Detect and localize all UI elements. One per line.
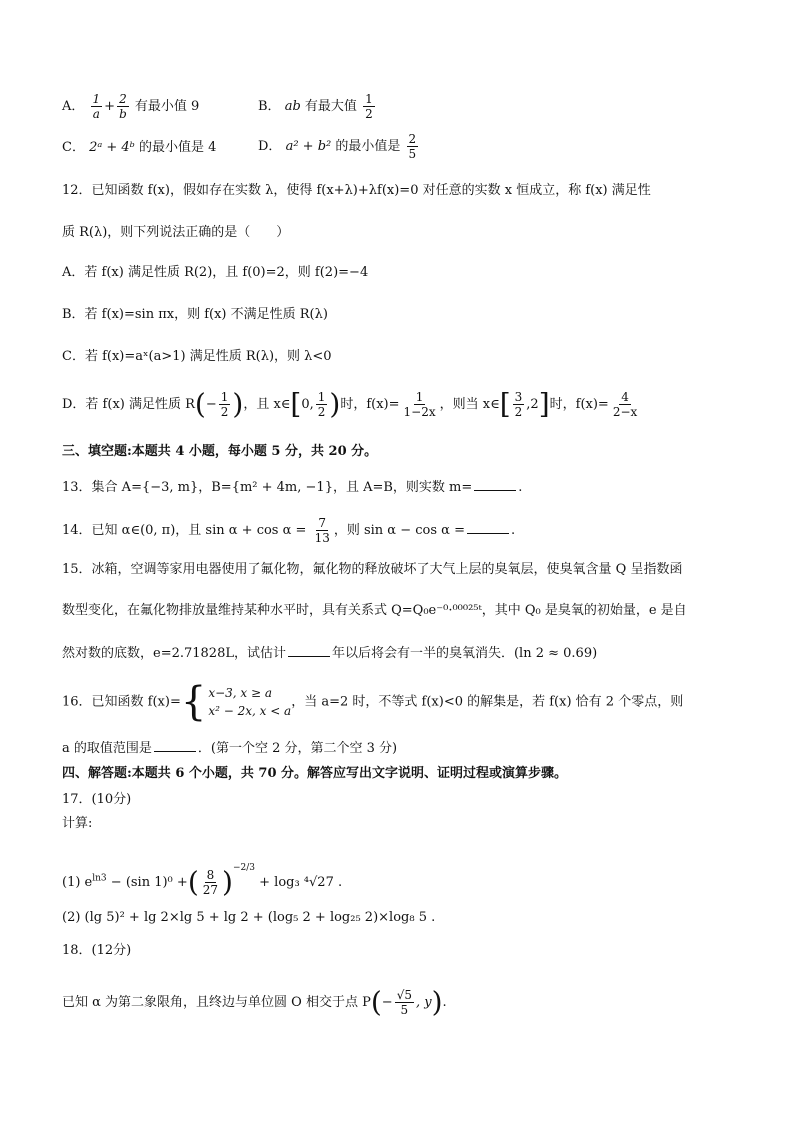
numerator: 2 [119, 92, 127, 106]
q14 [62, 516, 515, 545]
question-text: . [518, 480, 523, 495]
expr: , y [415, 995, 432, 1010]
q17-instruction: 计算: [62, 816, 93, 831]
denominator: 2 [220, 405, 229, 419]
paren: ) [329, 387, 341, 421]
question-text: a 的取值范围是 [62, 741, 152, 756]
numerator: 3 [514, 390, 523, 404]
numerator: √5 [396, 988, 412, 1002]
paren: ) [232, 387, 244, 421]
q11-option-b [258, 92, 377, 121]
q12-stem-line2: 质 R(λ)，则下列说法正确的是（ ） [62, 225, 290, 240]
answer-blank [467, 521, 509, 534]
option-text: 时，f(x)= [549, 397, 609, 412]
q17-part1 [62, 860, 342, 897]
fraction [395, 988, 414, 1017]
numerator: 2 [408, 132, 417, 146]
fraction [611, 390, 639, 419]
math-expr: 2ᵃ + 4ᵇ [89, 140, 135, 155]
q16-line2 [62, 739, 397, 757]
numerator: 1 [92, 92, 101, 106]
expr: + log₃ ⁴√27 . [255, 875, 343, 890]
fraction [316, 390, 328, 419]
option-text: 有最小值 9 [134, 99, 200, 114]
option-label: A． [62, 99, 85, 114]
question-text: ．(第一个空 2 分，第二个空 3 分) [197, 741, 398, 756]
numerator: 1 [317, 390, 326, 404]
option-label: D． [258, 139, 282, 154]
numerator: 1 [415, 390, 424, 404]
q12-option-c: C．若 f(x)=aˣ(a>1) 满足性质 R(λ)，则 λ<0 [62, 349, 332, 364]
denominator: 2−x [612, 405, 638, 419]
question-text: . [442, 995, 447, 1010]
math-expr: a² + b² [285, 139, 332, 154]
denominator: 2 [514, 405, 523, 419]
expr: (1) e [62, 875, 93, 890]
bracket: [ [290, 387, 302, 421]
fraction [201, 868, 220, 897]
q12-stem-line1: 12．已知函数 f(x)，假如存在实数 λ，使得 f(x+λ)+λf(x)=0 对任意的实数 x 恒成立，称 f(x) 满足性 [62, 183, 651, 198]
question-text: . [510, 523, 516, 538]
numerator: 1 [365, 92, 373, 106]
fraction [402, 390, 438, 419]
paren: ( [194, 387, 206, 421]
question-text: ，当 a=2 时，不等式 f(x)<0 的解集是，若 f(x) 恰有 2 个零点，则 [291, 694, 684, 710]
question-text: 14．已知 α∈(0, π)，且 sin α + cos α = [62, 523, 307, 538]
option-text: 时，f(x)= [340, 397, 400, 412]
numerator: 8 [206, 868, 215, 882]
option-text: 的最小值是 4 [139, 140, 217, 155]
brace: { [180, 679, 207, 725]
q18-title: 18．(12分) [62, 943, 132, 958]
denominator: b [119, 107, 127, 121]
interval-start: 0, [301, 397, 314, 412]
denominator: 27 [202, 883, 219, 897]
numerator: 7 [318, 516, 327, 530]
q15-line3 [62, 644, 597, 662]
bracket: ] [538, 387, 550, 421]
piecewise-case: x−3, x ≥ a [208, 686, 273, 700]
denominator: a [92, 107, 100, 121]
question-text: 13．集合 A={−3, m}，B={m² + 4m, −1}，且 A=B，则实数 m= [62, 480, 473, 495]
option-text: ，则当 x∈ [439, 397, 500, 412]
exponent: −2/3 [232, 863, 255, 873]
section-4-heading: 四、解答题:本题共 6 个小题，共 70 分。解答应写出文字说明、证明过程或演算步骤。 [62, 766, 568, 781]
option-text: 的最小值是 [335, 139, 401, 154]
paren: ( [370, 985, 382, 1019]
fraction [363, 92, 375, 121]
exponent: ln3 [92, 873, 107, 884]
option-text: D．若 f(x) 满足性质 R [62, 397, 195, 412]
option-label: C． [62, 140, 85, 155]
q12-option-d: D．若 f(x) 满足性质 R(− $\frac{1}{2}$ )，且 x∈[0, $\frac{1}{2}$ )时，f(x)= $\frac{1}{1-2x}$ ，则当 x∈[ $\frac{3}{2}$ ,2]时，f(x)= $\frac{4}{2-x}$ [62, 387, 638, 421]
question-text: 年以后将会有一半的臭氧消失．(ln 2 ≈ 0.69) [331, 646, 598, 661]
option-text: 有最大值 [304, 99, 357, 114]
expr: − (sin 1)⁰ + [106, 875, 188, 890]
question-text: 已知 α 为第二象限角，且终边与单位圆 O 相交于点 P [62, 995, 371, 1010]
answer-blank [288, 644, 330, 657]
denominator: 2 [317, 405, 326, 419]
question-text: 16．已知函数 f(x)= [62, 694, 181, 710]
denominator: 1−2x [403, 405, 436, 419]
denominator: 5 [400, 1003, 409, 1017]
denominator: 5 [408, 147, 417, 161]
fraction [313, 516, 332, 545]
numerator: 1 [220, 390, 229, 404]
denominator: 2 [365, 107, 373, 121]
q16-line1 [62, 679, 684, 725]
paren: ) [431, 985, 443, 1019]
q15-line1: 15．冰箱，空调等家用电器使用了氟化物，氟化物的释放破坏了大气上层的臭氧层，使臭氧含量 Q 呈指数函 [62, 562, 683, 577]
answer-blank [474, 478, 516, 491]
q17-part2: (2) (lg 5)² + lg 2×lg 5 + lg 2 + (log₅ 2 + log₂₅ 2)×log₈ 5 . [62, 910, 436, 925]
fraction [219, 390, 231, 419]
fraction [91, 92, 103, 121]
fraction [513, 390, 525, 419]
question-text: 然对数的底数，e=2.71828L，试估计 [62, 646, 286, 661]
q17-title: 17．(10分) [62, 792, 132, 807]
q18-text: 已知 α 为第二象限角，且终边与单位圆 O 相交于点 P(− $\frac{√5}{5}$ , y). [62, 985, 447, 1019]
q12-option-a: A．若 f(x) 满足性质 R(2)，且 f(0)=2，则 f(2)=−4 [62, 265, 369, 280]
piecewise-case: x² − 2x, x < a [208, 704, 292, 718]
interval-end: ,2 [526, 397, 539, 412]
plus-sign: + [104, 99, 116, 114]
q12-option-b: B．若 f(x)=sin πx，则 f(x) 不满足性质 R(λ) [62, 307, 328, 322]
piecewise [208, 684, 291, 720]
option-text: ，且 x∈ [243, 397, 291, 412]
fraction [407, 132, 419, 161]
denominator: 13 [314, 531, 330, 545]
q11-option-d [258, 132, 420, 161]
fraction [117, 92, 129, 121]
bracket: [ [499, 387, 511, 421]
section-3-heading: 三、填空题:本题共 4 小题，每小题 5 分，共 20 分。 [62, 444, 378, 459]
q15-line2: 数型变化，在氟化物排放量维持某种水平时，具有关系式 Q=Q₀e⁻⁰·⁰⁰⁰²⁵ᵗ，其中 Q₀ 是臭氧的初始量，e 是自 [62, 603, 687, 618]
numerator: 4 [621, 390, 629, 404]
q11-option-a [62, 92, 199, 121]
option-label: B． [258, 99, 281, 114]
answer-blank [154, 739, 196, 752]
paren: ( [187, 865, 199, 899]
math-expr: ab [284, 99, 301, 114]
q13 [62, 478, 522, 496]
question-text: ，则 sin α − cos α = [333, 523, 465, 538]
q11-option-c [62, 140, 216, 156]
paren: ) [222, 865, 233, 899]
